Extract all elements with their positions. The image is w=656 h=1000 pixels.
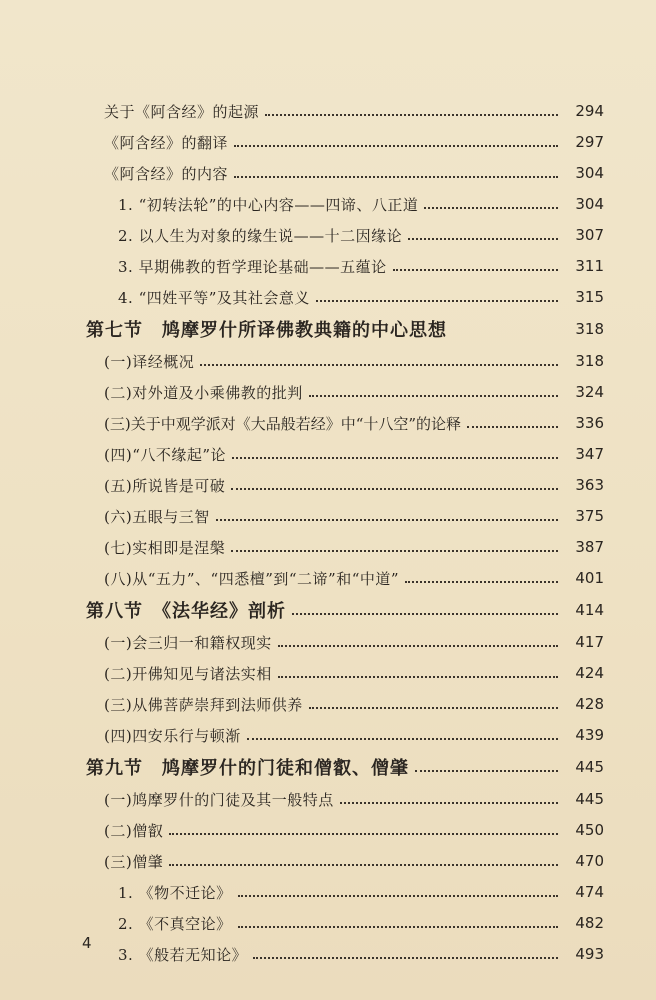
leader-dots (238, 895, 558, 897)
toc-entry-page: 482 (575, 914, 604, 932)
toc-entry-title: (六)五眼与三智 (104, 507, 210, 526)
leader-dots (169, 864, 558, 866)
toc-section-title: 第七节 鸠摩罗什所译佛教典籍的中心思想 (86, 320, 447, 341)
toc-entry-page: 493 (575, 945, 604, 963)
toc-entry-page: 336 (575, 414, 604, 432)
leader-dots (278, 676, 558, 678)
toc-entry-title: 3. 《般若无知论》 (118, 945, 248, 964)
toc-entry (104, 784, 604, 814)
toc-entry (118, 251, 604, 281)
toc-entry (104, 470, 604, 500)
toc-section-title: 第九节 鸠摩罗什的门徒和僧叡、僧肇 (86, 758, 409, 779)
toc-entry-page: 417 (575, 633, 604, 651)
toc-entry-page: 315 (575, 288, 604, 306)
toc-entry (104, 563, 604, 593)
page-number: 4 (82, 934, 92, 952)
leader-dots (265, 114, 558, 116)
toc-entry (118, 877, 604, 907)
toc-entry-title: (五)所说皆是可破 (104, 476, 226, 495)
toc-entry-page: 387 (575, 538, 604, 556)
toc-entry-page: 375 (575, 507, 604, 525)
toc-entry-title: (三)僧肇 (104, 852, 164, 871)
toc-entry (104, 658, 604, 688)
toc-entry-page: 424 (575, 664, 604, 682)
leader-dots (169, 833, 558, 835)
toc-entry-title: (三)从佛菩萨崇拜到法师供养 (104, 695, 303, 714)
toc-entry-page: 445 (575, 790, 604, 808)
toc-entry-page: 304 (575, 195, 604, 213)
toc-entry-title: (三)关于中观学派对《大品般若经》中“十八空”的论释 (104, 414, 462, 433)
leader-dots (393, 269, 558, 271)
leader-dots (238, 926, 558, 928)
toc-entry (104, 158, 604, 188)
toc-entry-title: (二)对外道及小乘佛教的批判 (104, 383, 303, 402)
leader-dots (234, 145, 558, 147)
toc-entry-page: 401 (575, 569, 604, 587)
toc-entry-title: (八)从“五力”、“四悉檀”到“二谛”和“中道” (104, 569, 400, 588)
leader-dots (232, 457, 558, 459)
leader-dots (278, 645, 558, 647)
toc-entry-page: 324 (575, 383, 604, 401)
toc-entry (104, 377, 604, 407)
toc-entry-title: 《阿含经》的翻译 (104, 133, 229, 152)
toc-entry-title: 《阿含经》的内容 (104, 164, 229, 183)
toc-entry-page: 450 (575, 821, 604, 839)
toc-entry-title: (七)实相即是涅槃 (104, 538, 226, 557)
toc-entry-page: 311 (575, 257, 604, 275)
toc-entry (104, 96, 604, 126)
toc-entry-title: 关于《阿含经》的起源 (104, 102, 260, 121)
toc-entry-title: (一)鸠摩罗什的门徒及其一般特点 (104, 790, 334, 809)
toc-entry (104, 408, 604, 438)
toc-entry-page: 474 (575, 883, 604, 901)
toc-entry (104, 346, 604, 376)
toc-entry (118, 908, 604, 938)
toc-entry-page: 347 (575, 445, 604, 463)
toc-section (86, 595, 604, 625)
leader-dots (340, 802, 558, 804)
leader-dots (231, 488, 558, 490)
toc-entry (118, 282, 604, 312)
toc-entry (104, 532, 604, 562)
toc-entry (104, 127, 604, 157)
toc-entry-title: (二)开佛知见与诸法实相 (104, 664, 272, 683)
toc-entry (118, 189, 604, 219)
toc-section-page: 318 (575, 320, 604, 338)
toc-entry-title: 1. 《物不迁论》 (118, 883, 232, 902)
toc-entry-page: 439 (575, 726, 604, 744)
toc-entry-page: 363 (575, 476, 604, 494)
toc-entry (104, 689, 604, 719)
toc-section-title: 第八节 《法华经》剖析 (86, 601, 286, 622)
toc-entry-page: 307 (575, 226, 604, 244)
leader-dots (253, 957, 558, 959)
leader-dots (309, 395, 558, 397)
toc-entry-title: 2. 以人生为对象的缘生说——十二因缘论 (118, 226, 403, 245)
leader-dots (408, 238, 558, 240)
toc-section-page: 445 (575, 758, 604, 776)
leader-dots (467, 426, 558, 428)
leader-dots (309, 707, 558, 709)
toc-entry-title: 2. 《不真空论》 (118, 914, 232, 933)
toc-entry-title: (四)四安乐行与顿渐 (104, 726, 241, 745)
leader-dots (415, 770, 558, 772)
leader-dots (200, 364, 558, 366)
toc-entry-title: 1. “初转法轮”的中心内容——四谛、八正道 (118, 195, 419, 214)
toc-section (86, 752, 604, 782)
toc-entry (104, 720, 604, 750)
toc-entry (118, 939, 604, 969)
toc-section-page: 414 (575, 601, 604, 619)
leader-dots (316, 300, 558, 302)
toc-entry (104, 815, 604, 845)
toc-entry (118, 220, 604, 250)
leader-dots (231, 550, 558, 552)
toc-entry-title: 4. “四姓平等”及其社会意义 (118, 288, 310, 307)
toc-entry-title: (二)僧叡 (104, 821, 164, 840)
leader-dots (216, 519, 558, 521)
leader-dots (424, 207, 558, 209)
toc-entry (104, 846, 604, 876)
leader-dots (234, 176, 558, 178)
toc-entry-title: 3. 早期佛教的哲学理论基础——五蕴论 (118, 257, 387, 276)
toc-entry (104, 439, 604, 469)
leader-dots (292, 613, 558, 615)
toc-entry-title: (一)会三归一和籍权现实 (104, 633, 272, 652)
toc-section (86, 314, 604, 344)
toc-entry-page: 297 (575, 133, 604, 151)
leader-dots (247, 738, 558, 740)
toc-entry-page: 304 (575, 164, 604, 182)
toc-entry-page: 428 (575, 695, 604, 713)
toc-entry (104, 627, 604, 657)
toc-entry-page: 318 (575, 352, 604, 370)
toc-entry-page: 294 (575, 102, 604, 120)
toc-entry-page: 470 (575, 852, 604, 870)
leader-dots (405, 581, 558, 583)
toc-entry-title: (四)“八不缘起”论 (104, 445, 227, 464)
toc-entry-title: (一)译经概况 (104, 352, 195, 371)
toc-entry (104, 501, 604, 531)
